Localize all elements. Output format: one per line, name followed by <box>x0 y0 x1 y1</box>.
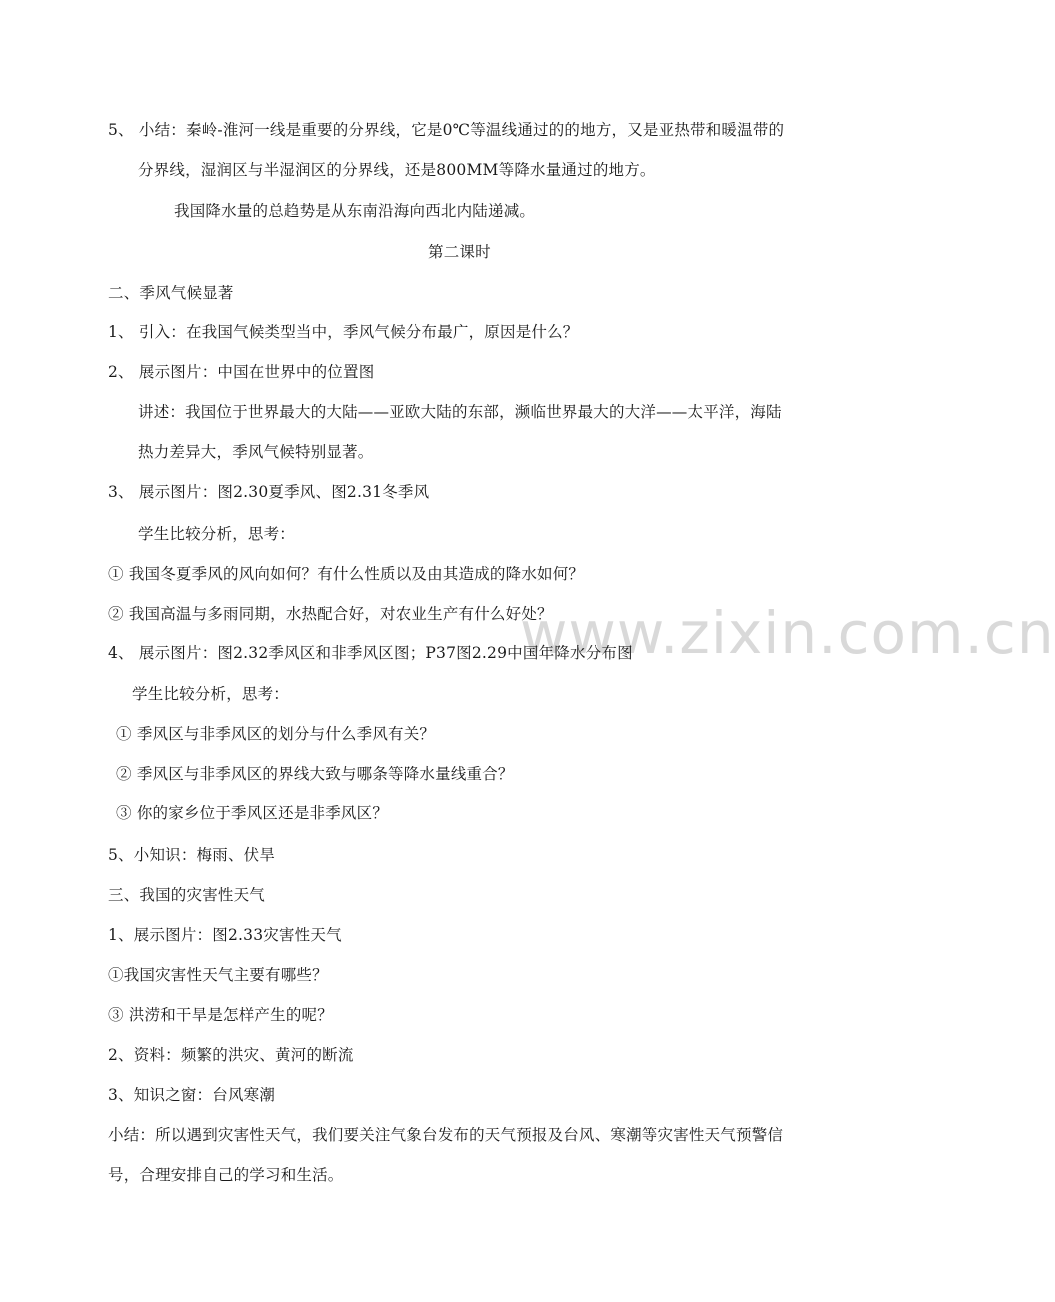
heading-disaster-weather: 三、我国的灾害性天气 <box>108 886 266 904</box>
item-show-picture-disaster: 1、展示图片：图2.33灾害性天气 <box>108 926 342 944</box>
item-materials: 2、资料：频繁的洪灾、黄河的断流 <box>108 1046 354 1064</box>
precipitation-trend: 我国降水量的总趋势是从东南沿海向西北内陆递减。 <box>174 202 536 220</box>
item-show-picture-monsoon: 3、 展示图片：图2.30夏季风、图2.31冬季风 <box>108 483 430 501</box>
question-disaster-types: ①我国灾害性天气主要有哪些？ <box>108 966 328 984</box>
heading-monsoon: 二、季风气候显著 <box>108 284 234 302</box>
conclusion-line-2: 号，合理安排自己的学习和生活。 <box>108 1166 344 1184</box>
summary-line-1: 5、 小结：秦岭-淮河一线是重要的分界线，它是0℃等温线通过的的地方，又是亚热带和暖温带的 <box>108 121 785 139</box>
item-show-picture-position: 2、 展示图片：中国在世界中的位置图 <box>108 363 375 381</box>
summary-line-2: 分界线，湿润区与半湿润区的分界线，还是800MM等降水量通过的地方。 <box>138 161 656 179</box>
student-analysis-2: 学生比较分析，思考： <box>132 685 290 703</box>
conclusion-line-1: 小结：所以遇到灾害性天气，我们要关注气象台发布的天气预报及台风、寒潮等灾害性天气预警信 <box>108 1126 784 1144</box>
section-title-second-lesson: 第二课时 <box>428 243 491 261</box>
question-wind-direction: ① 我国冬夏季风的风向如何？有什么性质以及由其造成的降水如何？ <box>108 565 585 583</box>
watermark: www.zixin.com.cn <box>520 599 1055 667</box>
question-division: ① 季风区与非季风区的划分与什么季风有关？ <box>116 725 436 743</box>
question-flood-drought: ③ 洪涝和干旱是怎样产生的呢？ <box>108 1006 333 1024</box>
item-knowledge-window: 3、知识之窗：台风寒潮 <box>108 1086 276 1104</box>
explanation-line-1: 讲述：我国位于世界最大的大陆——亚欧大陆的东部，濒临世界最大的大洋——太平洋，海陆 <box>138 403 782 421</box>
item-introduction: 1、 引入：在我国气候类型当中，季风气候分布最广，原因是什么？ <box>108 323 579 341</box>
question-hometown: ③ 你的家乡位于季风区还是非季风区？ <box>116 804 389 822</box>
student-analysis-1: 学生比较分析，思考： <box>138 525 296 543</box>
explanation-line-2: 热力差异大，季风气候特别显著。 <box>138 443 374 461</box>
item-show-picture-regions: 4、 展示图片：图2.32季风区和非季风区图；P37图2.29中国年降水分布图 <box>108 644 633 662</box>
question-agriculture: ② 我国高温与多雨同期，水热配合好，对农业生产有什么好处？ <box>108 605 553 623</box>
item-small-knowledge: 5、小知识：梅雨、伏旱 <box>108 846 276 864</box>
question-boundary: ② 季风区与非季风区的界线大致与哪条等降水量线重合？ <box>116 765 514 783</box>
